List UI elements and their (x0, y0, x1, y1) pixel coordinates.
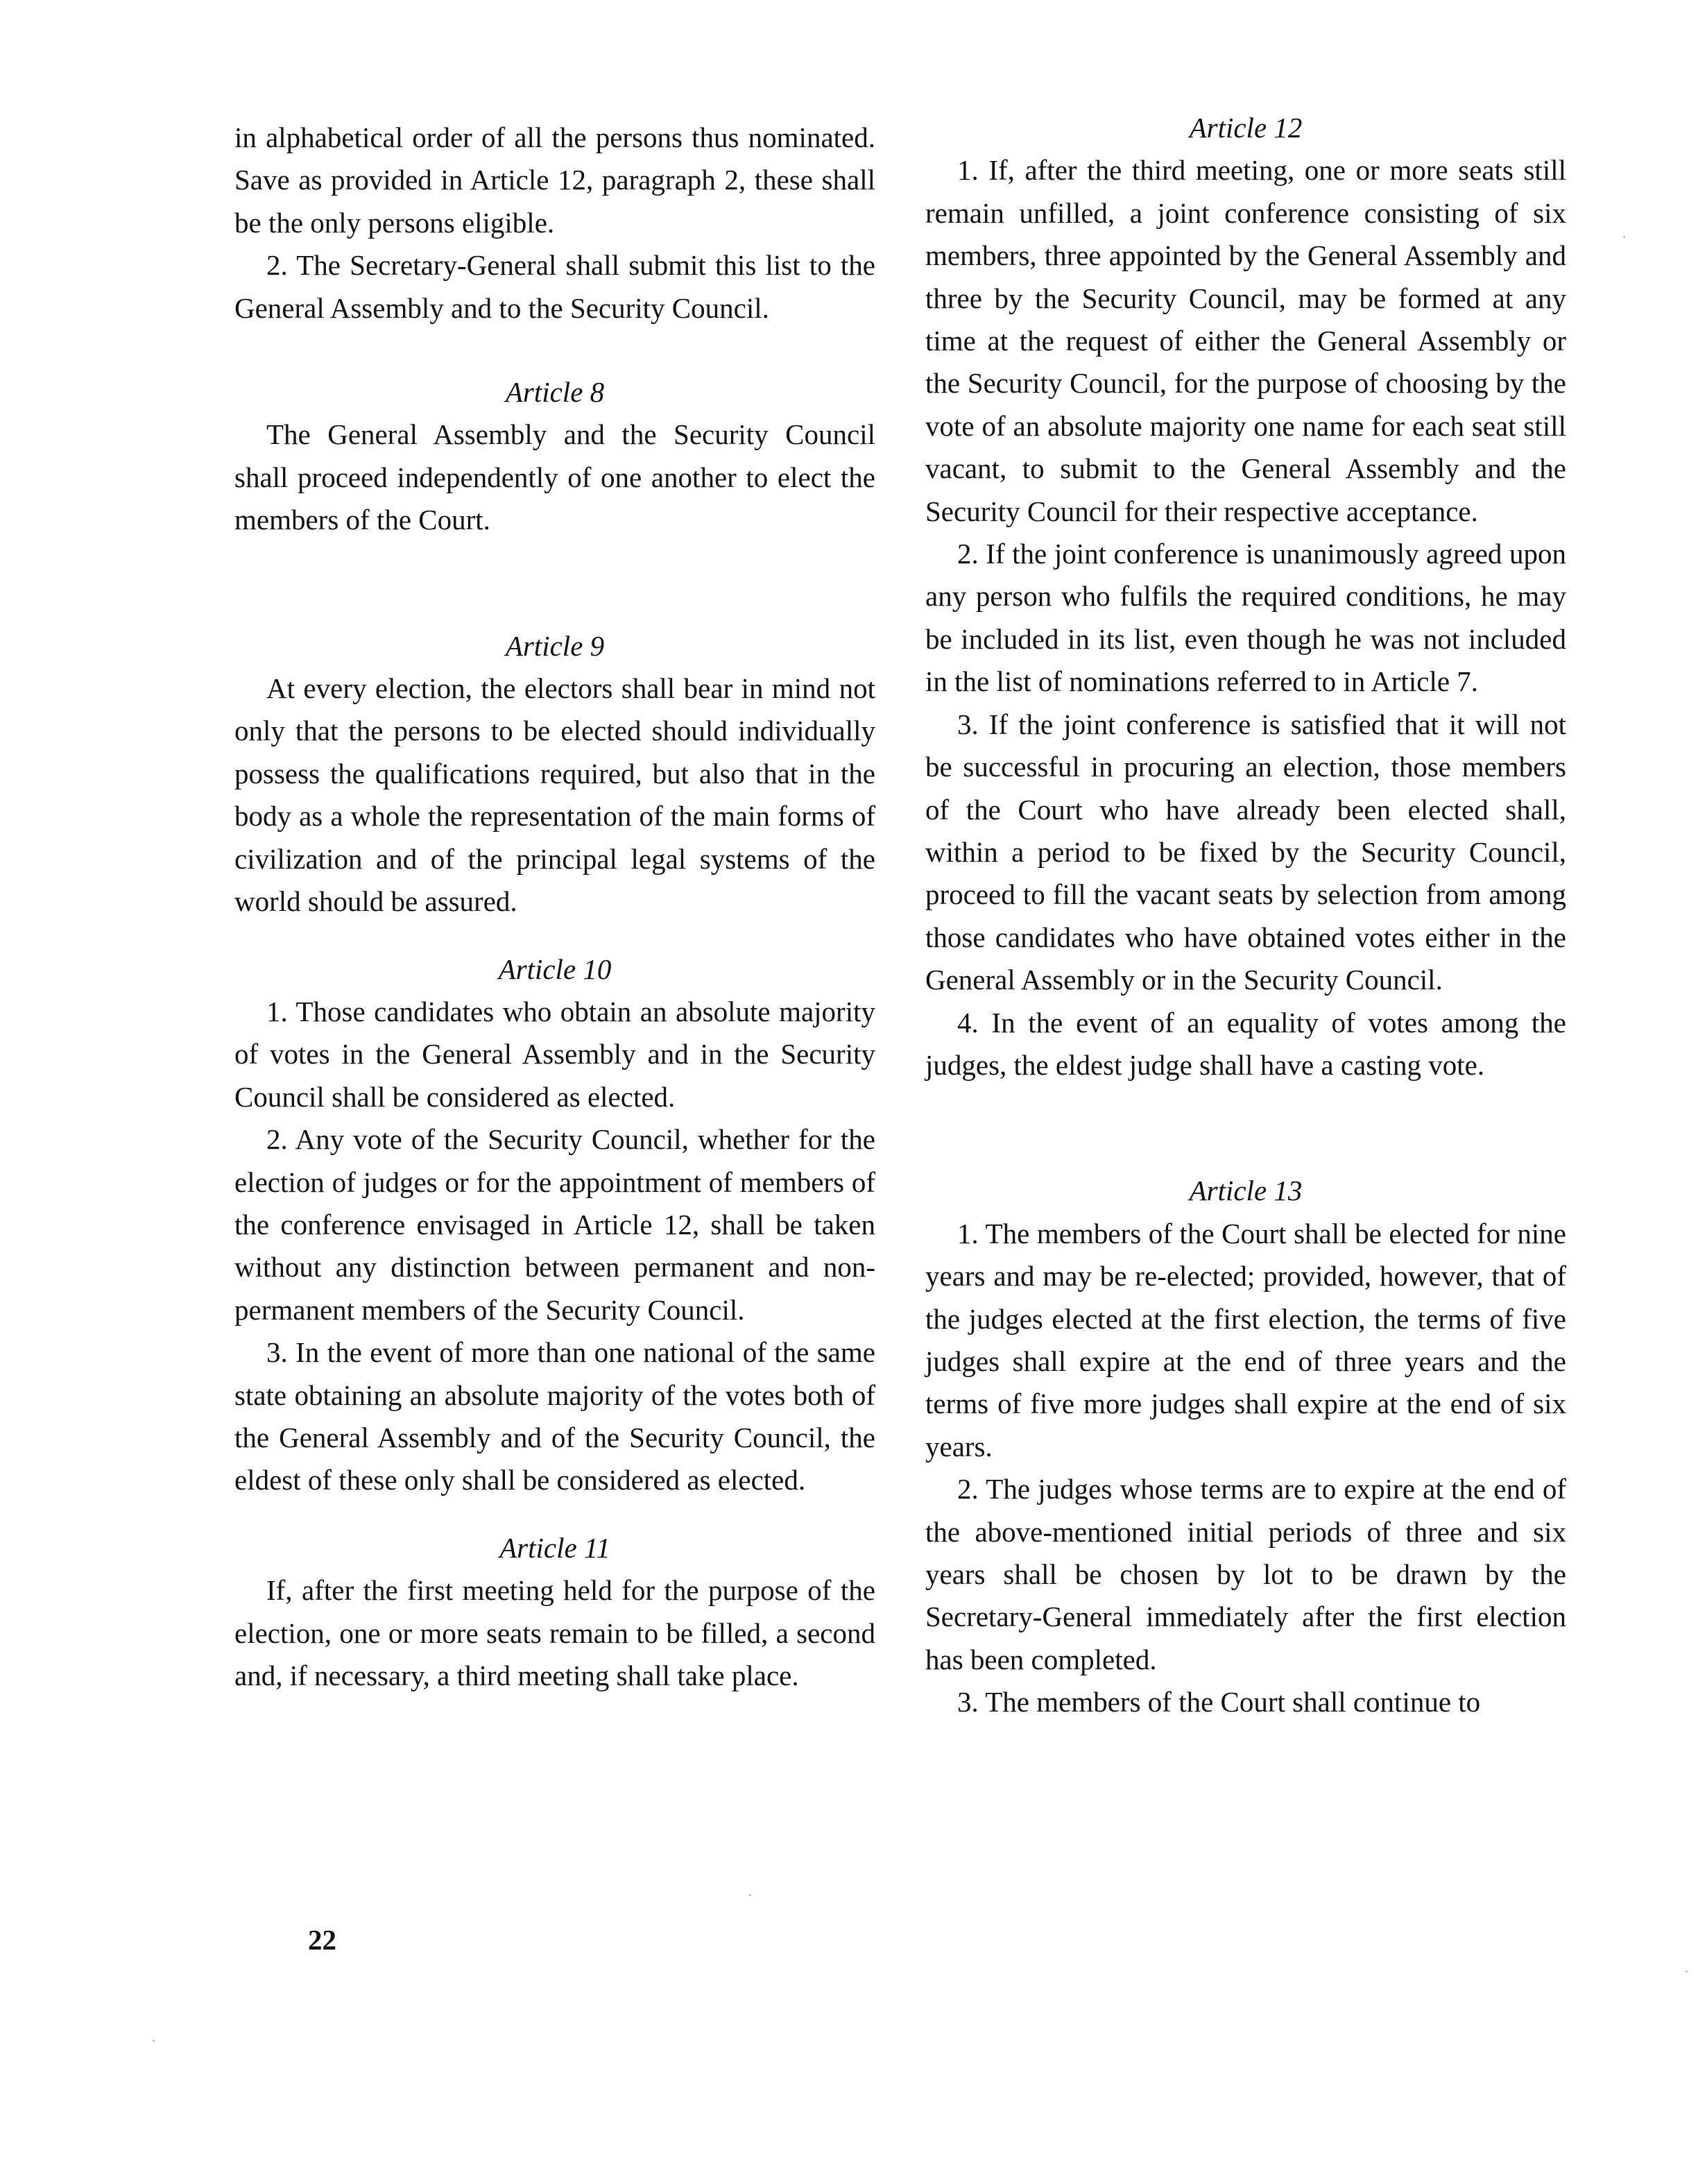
article-7-paragraph-2: 2. The Secretary-General shall submit this list to the General Assembly and to the Security Council. (234, 249, 875, 324)
article-12-paragraph-1: 1. If, after the third meeting, one or more seats still remain unfilled, a joint conference consisting of six members, three appointed by the General Assembly and three by the Security Council, may be formed at any time at the request of either the General Assembly or the Security Council, for the purpose of choosing by the vote of an absolute majority one name for each seat still vacant, to submit to the General Assembly and the Security Council for their respective acceptance. (925, 154, 1566, 527)
right-column (925, 107, 1566, 1724)
page-number: 22 (308, 1924, 336, 1956)
article-12-paragraph-4: 4. In the event of an equality of votes among the judges, the eldest judge shall have a casting vote. (925, 1006, 1566, 1081)
article-9-heading: Article 9 (505, 629, 605, 662)
article-13-paragraph-2: 2. The judges whose terms are to expire at the end of the above-mentioned initial periods of three and six years shall be chosen by lot to be drawn by the Secretary-General immediately after the first election has been completed. (925, 1473, 1566, 1675)
article-10-heading: Article 10 (498, 953, 612, 985)
scan-speck (1623, 236, 1625, 238)
article-10-paragraph-2: 2. Any vote of the Security Council, whether for the election of judges or for the appointment of members of the conference envisaged in Article 12, shall be taken without any distinction between permanent and non-permanent members of the Security Council. (234, 1123, 875, 1326)
article-11-paragraph: If, after the first meeting held for the purpose of the election, one or more seats remain to be filled, a second and, if necessary, a third meeting shall take place. (234, 1574, 875, 1691)
article-12-paragraph-2: 2. If the joint conference is unanimously agreed upon any person who fulfils the required conditions, he may be included in its list, even though he was not included in the list of nominations referred to in Article 7. (925, 538, 1566, 698)
article-10-paragraph-3: 3. In the event of more than one national of the same state obtaining an absolute majority of the votes both of the General Assembly and of the Security Council, the eldest of these only shall be considered as elected. (234, 1336, 875, 1496)
article-12-paragraph-3: 3. If the joint conference is satisfied that it will not be successful in procuring an election, those members of the Court who have already been elected shall, within a period to be fixed by the Security Council, proceed to fill the vacant seats by selection from among those candidates who have obtained votes either in the General Assembly or in the Security Council. (925, 708, 1566, 996)
continuation-paragraph: in alphabetical order of all the persons thus nominated. Save as provided in Article 12, paragraph 2, these shall be the only persons eligible. (234, 121, 875, 239)
scan-speck (1686, 1970, 1688, 1972)
article-8-heading: Article 8 (505, 376, 605, 409)
left-column (234, 117, 875, 1697)
article-13-paragraph-3: 3. The members of the Court shall continue to (957, 1686, 1481, 1718)
scan-speck (153, 2040, 155, 2042)
article-10-paragraph-1: 1. Those candidates who obtain an absolute majority of votes in the General Assembly and in the Security Council shall be considered as elected. (234, 995, 875, 1113)
article-11-heading: Article 11 (499, 1531, 610, 1564)
article-13-heading: Article 13 (1189, 1175, 1303, 1207)
article-9-paragraph: At every election, the electors shall bear in mind not only that the persons to be elected should individually possess the qualifications required, but also that in the body as a whole the representation of the main forms of civilization and of the principal legal systems of the world should be assured. (234, 672, 875, 918)
article-13-paragraph-1: 1. The members of the Court shall be elected for nine years and may be re-elected; provided, however, that of the judges elected at the first election, the terms of five judges shall expire at the end of three years and the terms of five more judges shall expire at the end of six years. (925, 1217, 1566, 1462)
article-8-paragraph: The General Assembly and the Security Council shall proceed independently of one another to elect the members of the Court. (234, 418, 875, 536)
scan-speck (749, 1894, 751, 1896)
article-12-heading: Article 12 (1189, 112, 1303, 144)
